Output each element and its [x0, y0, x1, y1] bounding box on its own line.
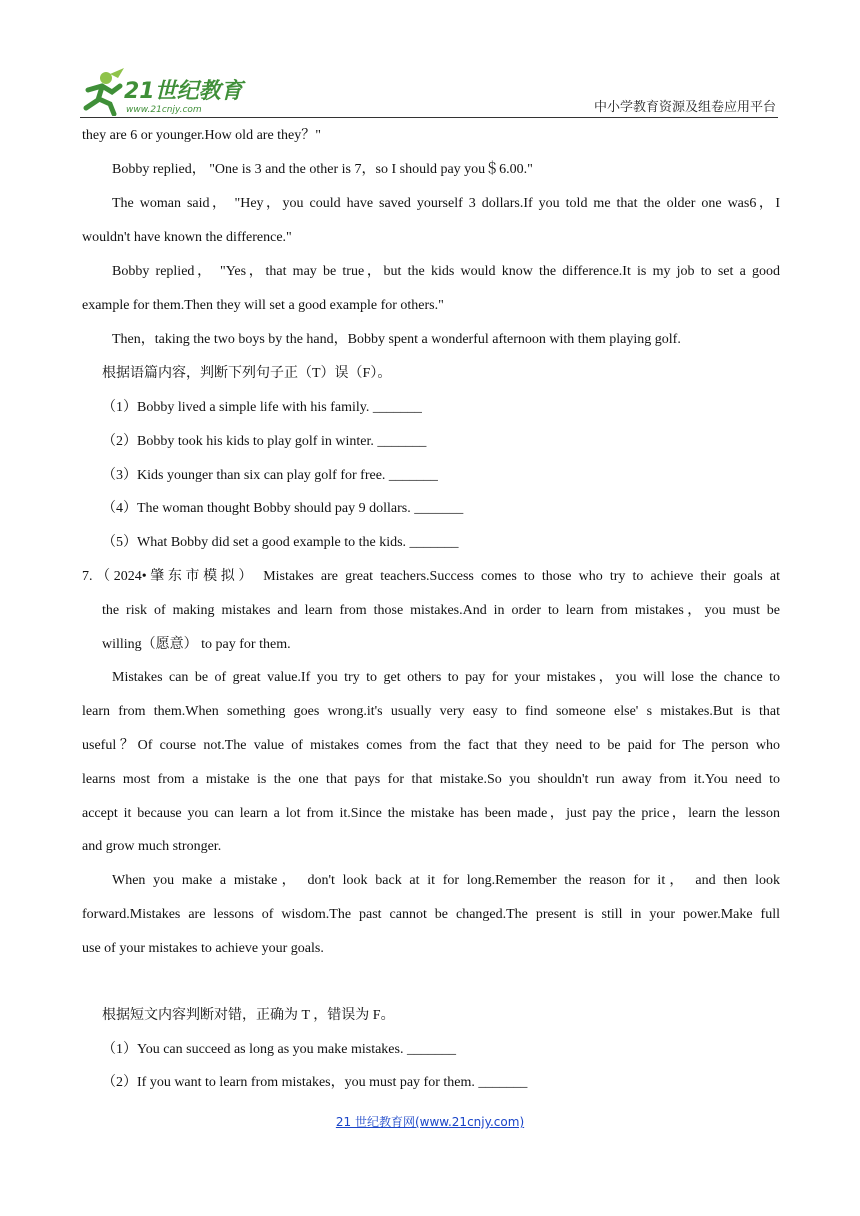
text-line: useful？Of course not.The value of mistakes comes from the fact that they need to be paid for The person who [82, 738, 780, 753]
text-line: （5）What Bobby did set a good example to the kids. _______ [102, 535, 459, 550]
text-line: example for them.Then they will set a good example for others." [82, 298, 444, 313]
text-line: Then，taking the two boys by the hand，Bobby spent a wonderful afternoon with them playing golf. [112, 332, 681, 347]
text-line: （2）If you want to learn from mistakes，you must pay for them. _______ [102, 1075, 528, 1090]
text-line: （2）Bobby took his kids to play golf in winter. _______ [102, 434, 427, 449]
text-line: Bobby replied， "Yes，that may be true，but the kids would know the difference.It is my job to set a good [112, 264, 780, 279]
logo-url-text: www.21cnjy.com [126, 105, 202, 115]
page-footer [0, 1113, 860, 1131]
text-line: forward.Mistakes are lessons of wisdom.The past cannot be changed.The present is still in your power.Make full [82, 907, 780, 922]
text-line: The woman said， "Hey，you could have saved yourself 3 dollars.If you told me that the older one was6，I [112, 196, 780, 211]
text-line: When you make a mistake， don't look back at it for long.Remember the reason for it， and then look [112, 873, 780, 888]
text-line: the risk of making mistakes and learn from those mistakes.And in order to learn from mistakes，you must be [102, 603, 780, 618]
text-line: learn from them.When something goes wrong.it's usually very easy to find someone else' s mistakes.But is that [82, 704, 780, 719]
text-line: Bobby replied， "One is 3 and the other is 7，so I should pay you＄6.00." [112, 162, 533, 177]
text-line: use of your mistakes to achieve your goals. [82, 941, 324, 956]
page-header [80, 66, 778, 118]
text-line: （3）Kids younger than six can play golf for free. _______ [102, 468, 438, 483]
text-line: （1）Bobby lived a simple life with his family. _______ [102, 400, 422, 415]
text-line: 7.（2024•肇东市模拟） Mistakes are great teachers.Success comes to those who try to achieve their goals at [82, 569, 780, 584]
site-logo [80, 68, 255, 116]
text-line: wouldn't have known the difference." [82, 230, 292, 245]
text-line: （1）You can succeed as long as you make mistakes. _______ [102, 1042, 456, 1057]
text-line: learns most from a mistake is the one that pays for that mistake.So you shouldn't run away from it.You need to [82, 772, 780, 787]
text-line: 根据短文内容判断对错，正确为 T ，错误为 F。 [102, 1008, 395, 1023]
text-line: Mistakes can be of great value.If you try to get others to pay for your mistakes，you will lose the chance to [112, 670, 780, 685]
text-line: accept it because you can learn a lot from it.Since the mistake has been made，just pay the price，learn the lesson [82, 806, 780, 821]
logo-brand-text: 21世纪教育 [124, 79, 243, 104]
runner-icon [86, 68, 124, 114]
text-line: and grow much stronger. [82, 839, 222, 854]
footer-link[interactable]: 21 世纪教育网(www.21cnjy.com) [335, 1115, 525, 1129]
platform-name: 中小学教育资源及组卷应用平台 [593, 100, 776, 115]
header-divider [80, 117, 778, 118]
text-line: willing（愿意） to pay for them. [102, 637, 291, 652]
text-line: they are 6 or younger.How old are they？" [82, 128, 321, 143]
text-line: 根据语篇内容，判断下列句子正（T）误（F）。 [102, 366, 392, 381]
text-line: （4）The woman thought Bobby should pay 9 dollars. _______ [102, 501, 464, 516]
